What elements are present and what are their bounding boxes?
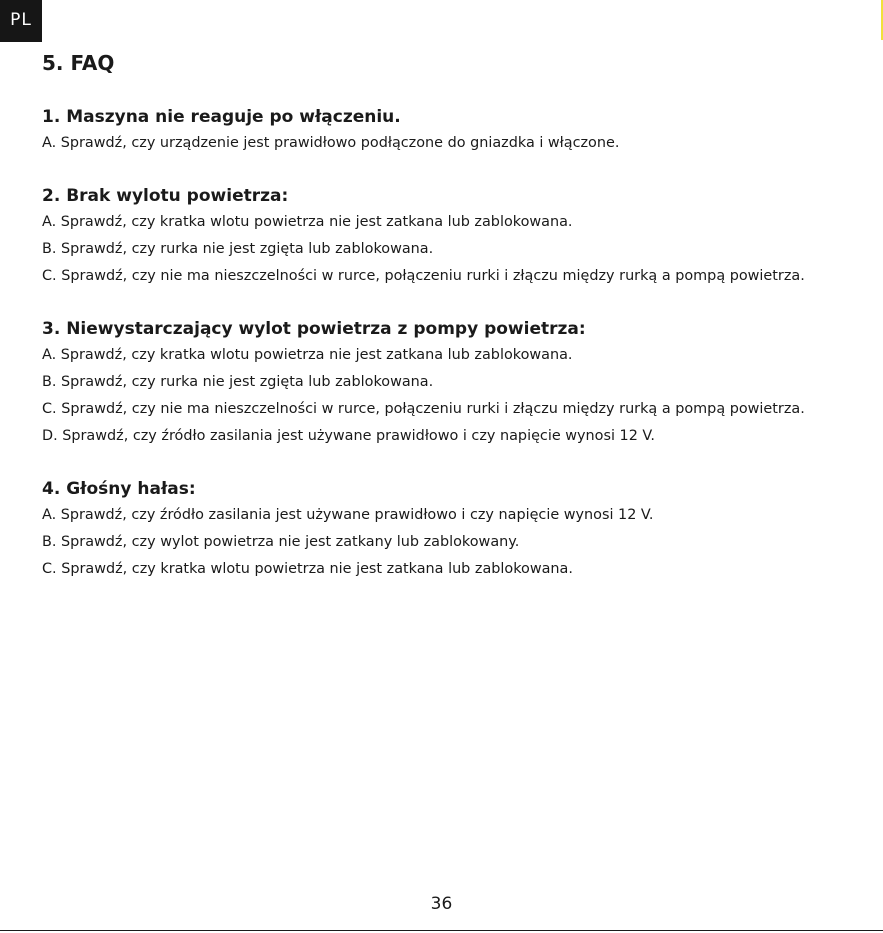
answer-item: C. Sprawdź, czy kratka wlotu powietrza nie jest zatkana lub zablokowana. [42,561,573,577]
faq-section-2 [42,183,862,290]
answer-item: B. Sprawdź, czy wylot powietrza nie jest zatkany lub zablokowany. [42,534,520,550]
page-number: 36 [430,894,453,914]
faq-section-1 [42,104,862,157]
faq-section-4 [42,476,862,583]
answer-item: C. Sprawdź, czy nie ma nieszczelności w rurce, połączeniu rurki i złączu między rurką a pompą powietrza. [42,268,805,284]
answer-item: C. Sprawdź, czy nie ma nieszczelności w rurce, połączeniu rurki i złączu między rurką a pompą powietrza. [42,401,805,417]
language-tab: PL [0,0,42,42]
answer-item: A. Sprawdź, czy kratka wlotu powietrza nie jest zatkana lub zablokowana. [42,214,573,230]
section-title: 2. Brak wylotu powietrza: [42,186,289,206]
answer-item: B. Sprawdź, czy rurka nie jest zgięta lub zablokowana. [42,241,434,257]
section-title: 1. Maszyna nie reaguje po włączeniu. [42,107,401,127]
section-title: 4. Głośny hałas: [42,479,196,499]
footer-divider [0,930,883,931]
answer-list [42,502,862,583]
answer-list [42,130,862,157]
answer-item: D. Sprawdź, czy źródło zasilania jest używane prawidłowo i czy napięcie wynosi 12 V. [42,428,655,444]
page-title: 5. FAQ [42,51,115,75]
answer-list [42,342,862,450]
answer-item: A. Sprawdź, czy kratka wlotu powietrza nie jest zatkana lub zablokowana. [42,347,573,363]
answer-item: B. Sprawdź, czy rurka nie jest zgięta lub zablokowana. [42,374,434,390]
section-title: 3. Niewystarczający wylot powietrza z pompy powietrza: [42,319,586,339]
answer-item: A. Sprawdź, czy urządzenie jest prawidłowo podłączone do gniazdka i włączone. [42,135,620,151]
answer-item: A. Sprawdź, czy źródło zasilania jest używane prawidłowo i czy napięcie wynosi 12 V. [42,507,654,523]
answer-list [42,209,862,290]
faq-section-3 [42,316,862,450]
faq-content [42,48,862,583]
